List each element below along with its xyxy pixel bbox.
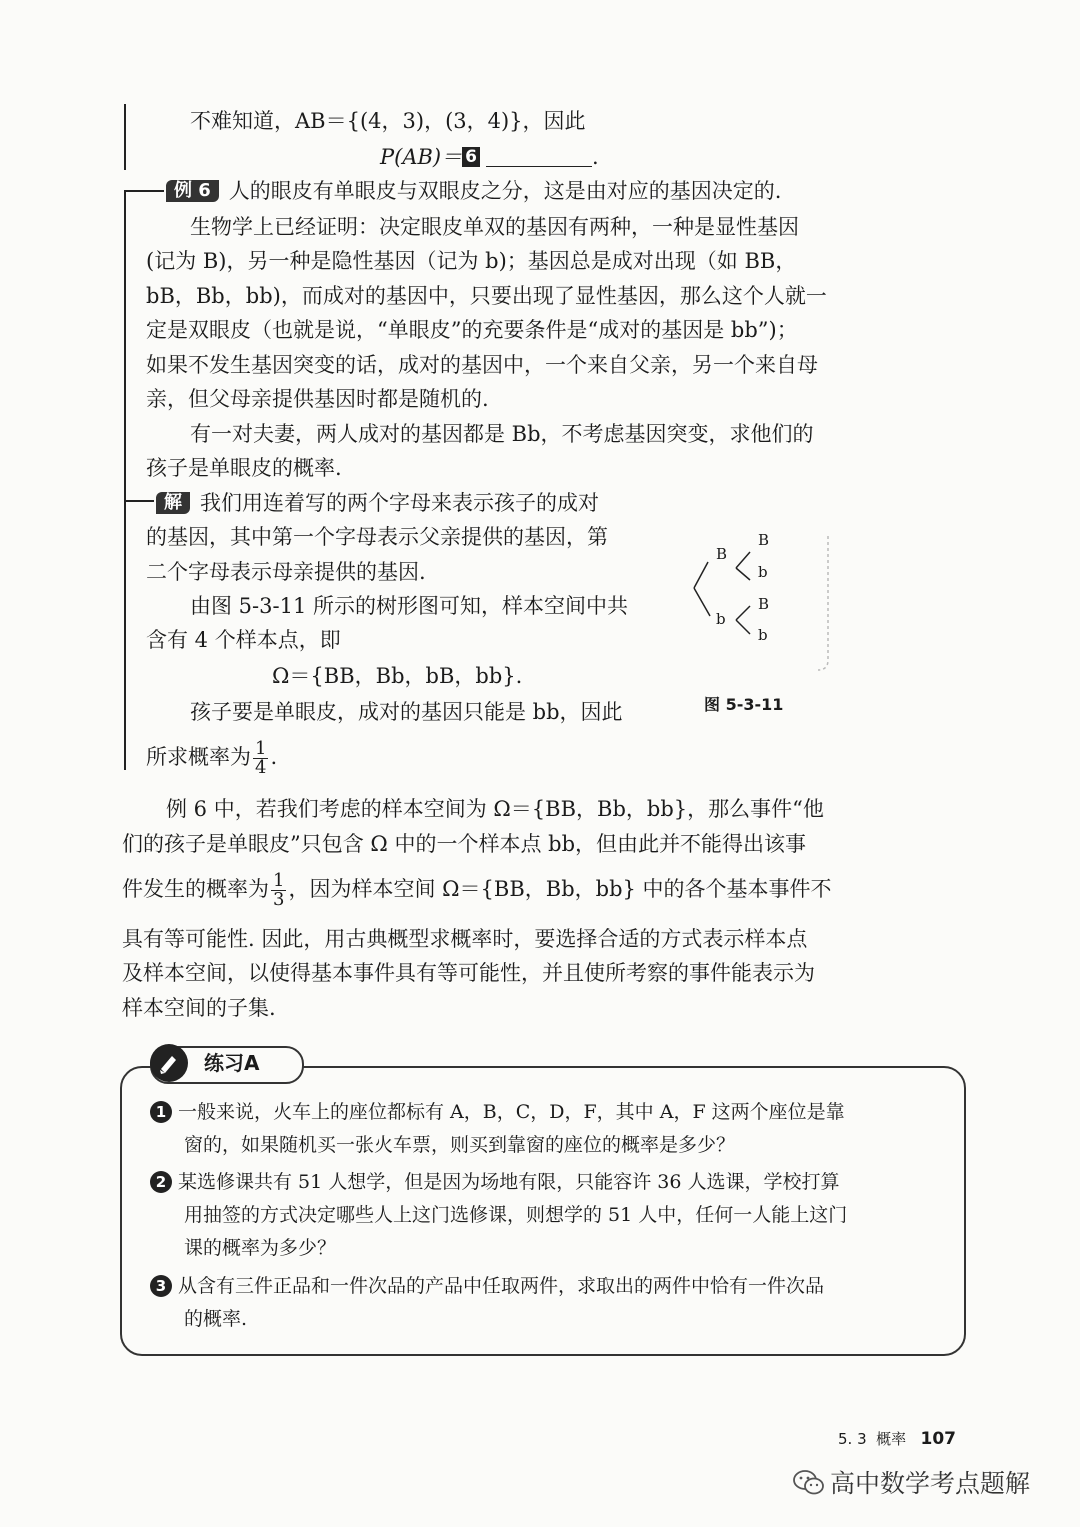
solution-line-3: 由图 5-3-11 所示的树形图可知，样本空间中共 bbox=[190, 594, 628, 618]
example6-line-3: bB，Bb，bb)，而成对的基因中，只要出现了显性基因，那么这个人就一 bbox=[146, 284, 827, 308]
item-2-number: 2 bbox=[150, 1171, 172, 1193]
exercise-title: 练习A bbox=[204, 1051, 260, 1075]
solution-line-6: 孩子要是单眼皮，成对的基因只能是 bb，因此 bbox=[190, 700, 623, 724]
page-number: 107 bbox=[920, 1429, 956, 1449]
solution-line-2: 二个字母表示母亲提供的基因. bbox=[146, 560, 426, 584]
intro-line: 不难知道，AB＝{(4，3)，(3，4)}，因此 bbox=[190, 109, 586, 133]
tree-leaf-2: b bbox=[758, 563, 768, 581]
solution-line-0 bbox=[156, 488, 599, 518]
item-3-line-2: 的概率. bbox=[184, 1308, 248, 1330]
solution-tag: 解 bbox=[156, 492, 190, 514]
tree-leaf-3: B bbox=[758, 595, 770, 613]
example6-line-5: 如果不发生基因突变的话，成对的基因中，一个来自父亲，另一个来自母 bbox=[146, 353, 818, 377]
example6-line-2: (记为 B)，另一种是隐性基因（记为 b)；基因总是成对出现（如 BB， bbox=[146, 249, 797, 273]
formula-end: . bbox=[591, 145, 599, 169]
solution-line-1: 的基因，其中第一个字母表示父亲提供的基因，第 bbox=[146, 525, 608, 549]
solution-line-4: 含有 4 个样本点，即 bbox=[146, 628, 341, 652]
margin-bar-example bbox=[124, 190, 126, 770]
margin-bar-top bbox=[124, 104, 126, 170]
item-1-number: 1 bbox=[150, 1101, 172, 1123]
discussion-line-3 bbox=[122, 866, 832, 912]
discussion-num: 1 bbox=[273, 870, 285, 891]
final-prefix: 所求概率为 bbox=[146, 745, 251, 769]
solution-sample-space: Ω＝{BB，Bb，bB，bb}. bbox=[272, 664, 523, 688]
tree-root-2: b bbox=[716, 610, 726, 628]
formula-text: P(AB)＝ bbox=[380, 145, 463, 169]
watermark: 高中数学考点题解 bbox=[830, 1469, 1031, 1498]
discussion-line-2: 们的孩子是单眼皮”只包含 Ω 中的一个样本点 bb，但由此并不能得出该事 bbox=[122, 832, 807, 856]
item-3-number: 3 bbox=[150, 1275, 172, 1297]
tree-root-1: B bbox=[716, 545, 728, 563]
solution-tag-rule bbox=[124, 500, 154, 502]
example6-line-1: 生物学上已经证明：决定眼皮单双的基因有两种，一种是显性基因 bbox=[190, 215, 799, 239]
example6-line-7: 有一对夫妻，两人成对的基因都是 Bb，不考虑基因突变，求他们的 bbox=[190, 422, 814, 446]
example-tag-rule bbox=[124, 190, 164, 192]
discussion-suffix: ，因为样本空间 Ω＝{BB，Bb，bb} 中的各个基本事件不 bbox=[288, 877, 832, 901]
exercise-item-3 bbox=[150, 1270, 824, 1336]
final-den: 4 bbox=[255, 757, 267, 778]
blank-number-badge: 6 bbox=[462, 147, 480, 167]
pencil-icon bbox=[150, 1044, 188, 1082]
example6-line-0 bbox=[166, 176, 781, 206]
discussion-line-1: 例 6 中，若我们考虑的样本空间为 Ω＝{BB，Bb，bb}，那么事件“他 bbox=[166, 797, 824, 821]
discussion-line-5: 及样本空间，以使得基本事件具有等可能性，并且使所考察的事件能表示为 bbox=[122, 961, 815, 985]
footer-section: 5. 3 bbox=[838, 1430, 867, 1448]
solution-final bbox=[146, 735, 277, 779]
figure-caption: 图 5-3-11 bbox=[704, 695, 784, 714]
wechat-icon bbox=[792, 1468, 826, 1502]
final-suffix: . bbox=[270, 745, 278, 769]
tree-leaf-4: b bbox=[758, 626, 768, 644]
exercise-item-2 bbox=[150, 1166, 847, 1265]
discussion-fraction bbox=[271, 872, 286, 909]
item-2-line-2: 用抽签的方式决定哪些人上这门选修课，则想学的 51 人中，任何一人能上这门 bbox=[184, 1204, 848, 1226]
discussion-line-4: 具有等可能性. 因此，用古典概型求概率时，要选择合适的方式表示样本点 bbox=[122, 927, 808, 951]
example6-line-8: 孩子是单眼皮的概率. bbox=[146, 456, 342, 480]
final-fraction bbox=[253, 740, 268, 777]
example6-line-4: 定是双眼皮（也就是说，“单眼皮”的充要条件是“成对的基因是 bb”)； bbox=[146, 318, 798, 342]
item-1-line-1: 一般来说，火车上的座位都标有 A，B，C，D，F，其中 A，F 这两个座位是靠 bbox=[178, 1101, 845, 1123]
tree-leaf-1: B bbox=[758, 531, 770, 549]
exercise-item-1 bbox=[150, 1096, 845, 1162]
discussion-den: 3 bbox=[273, 889, 285, 910]
answer-blank bbox=[486, 144, 592, 167]
discussion-line-6: 样本空间的子集. bbox=[122, 996, 276, 1020]
footer-section-title: 概率 bbox=[876, 1430, 907, 1448]
example6-text: 人的眼皮有单眼皮与双眼皮之分，这是由对应的基因决定的. bbox=[228, 179, 782, 203]
item-2-line-3: 课的概率为多少？ bbox=[184, 1237, 337, 1259]
example6-line-6: 亲，但父母亲提供基因时都是随机的. bbox=[146, 387, 489, 411]
final-num: 1 bbox=[255, 738, 267, 759]
example6-tag: 例 6 bbox=[166, 180, 219, 202]
item-2-line-1: 某选修课共有 51 人想学，但是因为场地有限，只能容许 36 人选课，学校打算 bbox=[178, 1171, 840, 1193]
discussion-prefix: 件发生的概率为 bbox=[122, 877, 269, 901]
solution-text: 我们用连着写的两个字母来表示孩子的成对 bbox=[200, 491, 599, 515]
item-3-line-1: 从含有三件正品和一件次品的产品中任取两件，求取出的两件中恰有一件次品 bbox=[178, 1275, 825, 1297]
item-1-line-2: 窗的，如果随机买一张火车票，则买到靠窗的座位的概率是多少？ bbox=[184, 1134, 736, 1156]
page-footer bbox=[838, 1428, 956, 1449]
intro-formula bbox=[380, 142, 599, 172]
